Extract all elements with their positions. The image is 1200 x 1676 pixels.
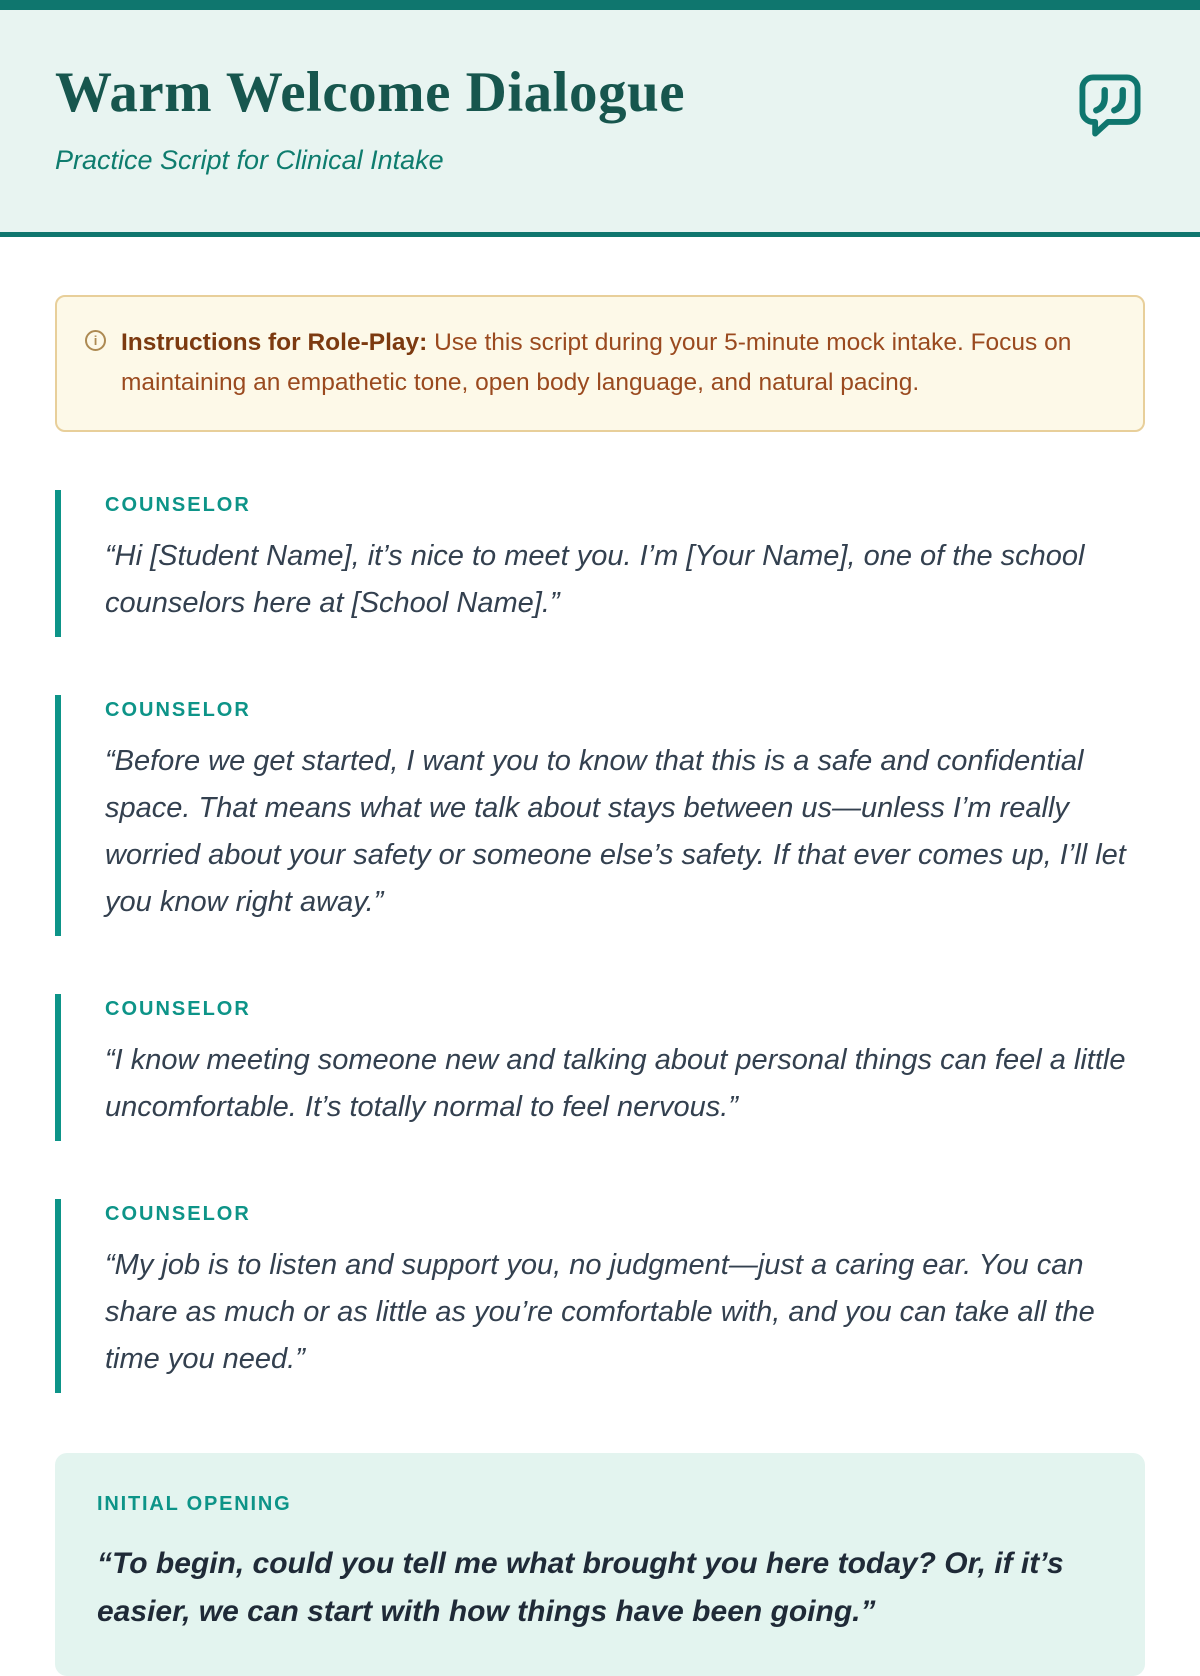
page-title: Warm Welcome Dialogue xyxy=(55,61,686,124)
header-text xyxy=(55,60,685,176)
main-content xyxy=(0,237,1200,1676)
top-accent-bar xyxy=(0,0,1200,10)
dialogue-block xyxy=(55,695,1145,936)
speaker-label: COUNSELOR xyxy=(105,998,251,1021)
dialogue-block xyxy=(55,490,1145,637)
speaker-label: COUNSELOR xyxy=(105,494,251,517)
dialogue-text: “I know meeting someone new and talking about personal things can feel a little uncomfortable. It’s totally normal to feel nervous.” xyxy=(105,1044,1126,1124)
initial-opening-text: “To begin, could you tell me what brought you here today? Or, if it’s easier, we can start with how things have been going.” xyxy=(97,1547,1064,1629)
header xyxy=(0,10,1200,232)
speaker-label: COUNSELOR xyxy=(105,699,251,722)
initial-opening-section xyxy=(55,1453,1145,1676)
dialogue-block xyxy=(55,994,1145,1141)
page-subtitle: Practice Script for Clinical Intake xyxy=(55,145,444,175)
dialogue-block xyxy=(55,1199,1145,1393)
instructions-label: Instructions for Role-Play: xyxy=(121,329,428,356)
dialogue-text: “My job is to listen and support you, no judgment—just a caring ear. You can share as much or as little as you’re comfortable with, and you can take all the time you need.” xyxy=(105,1249,1095,1376)
speaker-label: COUNSELOR xyxy=(105,1203,251,1226)
initial-opening-label: INITIAL OPENING xyxy=(97,1493,292,1516)
dialogue-text: “Before we get started, I want you to know that this is a safe and confidential space. That means what we talk about stays between us—unless I’m really worried about your safety or someone else’s safety. If that ever comes up, I’ll let you know right away.” xyxy=(105,745,1126,919)
instructions-text xyxy=(121,323,1109,402)
dialogue-text: “Hi [Student Name], it’s nice to meet you. I’m [Your Name], one of the school counselors here at [School Name].” xyxy=(105,540,1085,620)
dialogue-list xyxy=(55,490,1145,1393)
info-icon: i xyxy=(85,330,106,351)
instructions-callout xyxy=(55,295,1145,432)
quote-speech-bubble-icon xyxy=(1075,70,1145,145)
instructions-body: Use this script during your 5-minute mock intake. Focus on maintaining an empathetic tone, open body language, and natural pacing. xyxy=(121,329,1072,396)
